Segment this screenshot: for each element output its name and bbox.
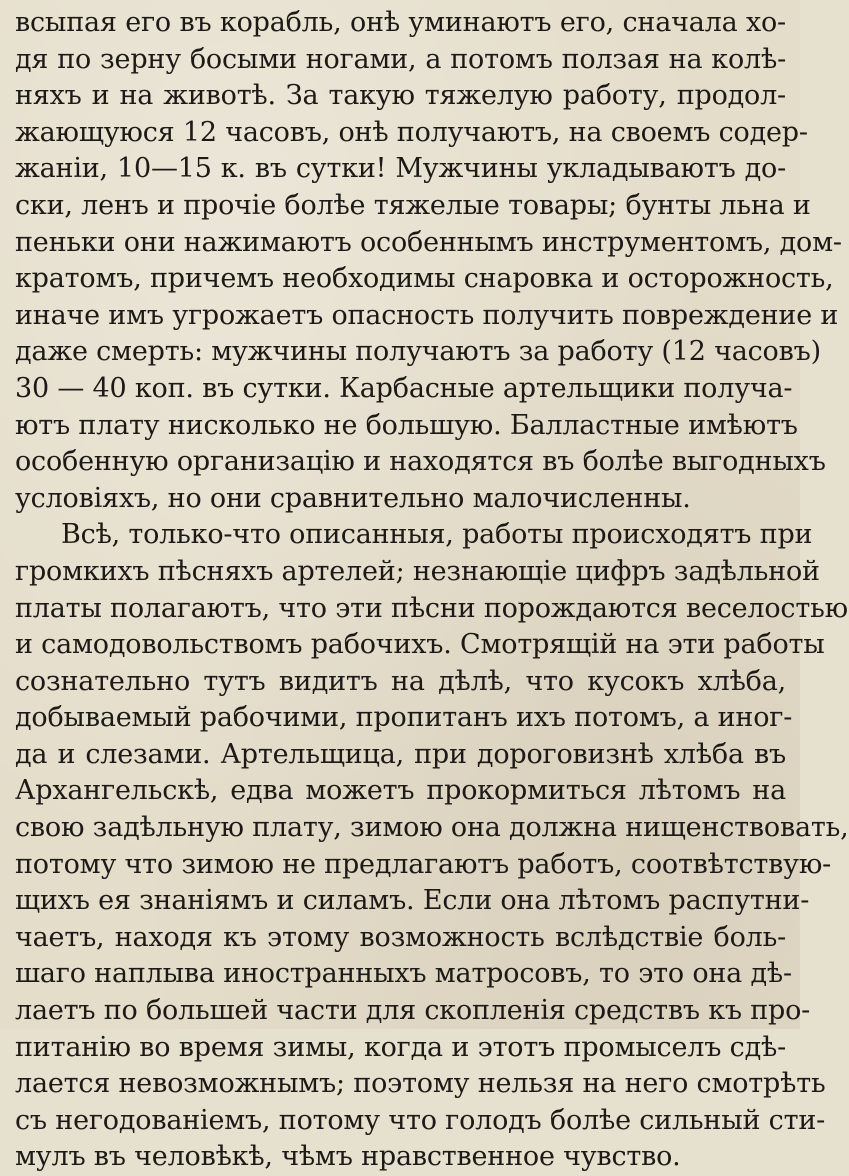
- text-line: 30 — 40 коп. въ сутки. Карбасные артельщики получа-: [15, 372, 793, 404]
- text-line: платы полагаютъ, что эти пѣсни порождаются веселостью: [15, 592, 848, 624]
- text-line: да и слезами. Артельщица, при дороговизнѣ хлѣба въ: [15, 738, 786, 770]
- text-line: иначе имъ угрожаетъ опасность получить повреждение и: [15, 299, 839, 331]
- text-line: няхъ и на животѣ. За такую тяжелую работу, продол-: [15, 80, 786, 112]
- text-line: кратомъ, причемъ необходимы снаровка и осторожность,: [15, 263, 834, 295]
- text-line: даже смерть: мужчины получаютъ за работу (12 часовъ): [15, 336, 821, 368]
- text-line: съ негодованіемъ, потому что голодъ болѣе сильный сти-: [15, 1104, 826, 1136]
- text-line: лается невозможнымъ; поэтому нельзя на него смотрѣть: [15, 1068, 826, 1100]
- text-line: ски, ленъ и прочіе болѣе тяжелые товары; бунты льна и: [15, 189, 811, 221]
- text-line: лаетъ по большей части для скопленія средствъ къ про-: [15, 995, 811, 1027]
- text-line: жаніи, 10—15 к. въ сутки! Мужчины укладываютъ до-: [15, 153, 786, 185]
- text-line: шаго наплыва иностранныхъ матросовъ, то это она дѣ-: [15, 958, 792, 990]
- text-line: чаетъ, находя къ этому возможность вслѣдствіе боль-: [15, 921, 786, 953]
- text-line: всыпая его въ корабль, онѣ уминаютъ его, сначала хо-: [15, 7, 786, 38]
- text-line: дя по зерну босыми ногами, а потомъ ползая на колѣ-: [15, 43, 786, 75]
- text-line: щихъ ея знаніямъ и силамъ. Если она лѣтомъ распутни-: [15, 885, 810, 917]
- text-line: добываемый рабочими, пропитанъ ихъ потомъ, а иног-: [15, 702, 793, 734]
- text-line: и самодовольствомъ рабочихъ. Смотрящій на эти работы: [15, 629, 825, 661]
- text-line: питанію во время зимы, когда и этотъ промыселъ сдѣ-: [15, 1031, 786, 1063]
- text-line: жающуюся 12 часовъ, онѣ получаютъ, на своемъ содер-: [15, 116, 808, 148]
- text-line: свою задѣльную плату, зимою она должна нищенствовать,: [15, 812, 849, 844]
- paragraph-start-line: Всѣ, только-что описанныя, работы происходятъ при: [61, 519, 813, 551]
- text-line: особенную организацію и находятся въ болѣе выгодныхъ: [15, 446, 826, 478]
- text-line: пеньки они нажимаютъ особеннымъ инструментомъ, дом-: [15, 226, 842, 258]
- body-text: [15, 5, 849, 1176]
- text-line: Архангельскѣ, едва можетъ прокормиться лѣтомъ на: [15, 775, 786, 807]
- text-line: громкихъ пѣсняхъ артелей; незнающіе цифръ задѣльной: [15, 555, 820, 587]
- text-line: потому что зимою не предлагаютъ работъ, соотвѣтствую-: [15, 848, 832, 880]
- text-line: ютъ плату нисколько не большую. Балластные имѣютъ: [15, 409, 798, 441]
- paragraph-end-line: мулъ въ человѣкѣ, чѣмъ нравственное чувство.: [15, 1141, 681, 1173]
- text-line: сознательно тутъ видитъ на дѣлѣ, что кусокъ хлѣба,: [15, 665, 786, 697]
- paragraph-end-line: условіяхъ, но они сравнительно малочисленны.: [15, 482, 691, 514]
